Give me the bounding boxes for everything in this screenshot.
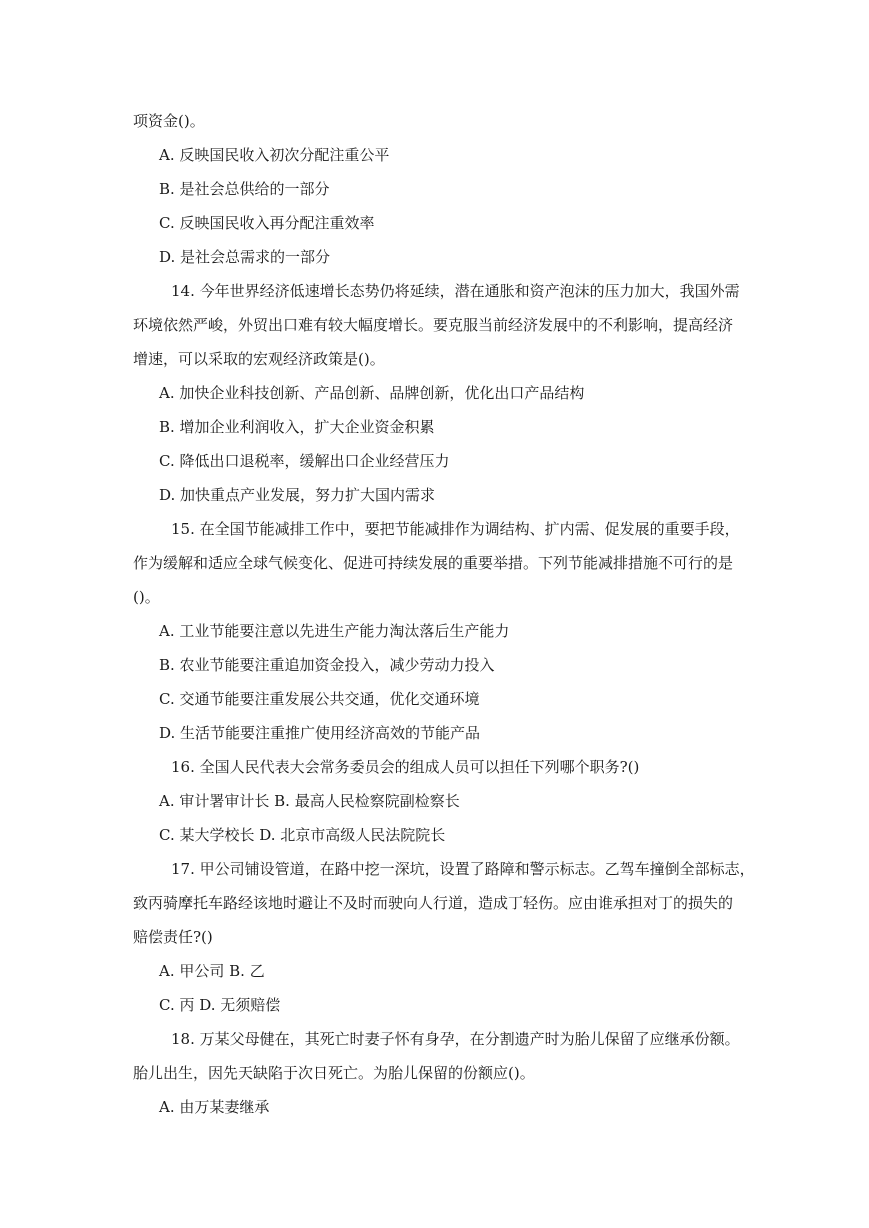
- option-line: C. 降低出口退税率，缓解出口企业经营压力: [159, 452, 450, 470]
- question-line: 15. 在全国节能减排工作中，要把节能减排作为调结构、扩内需、促发展的重要手段，: [171, 520, 740, 538]
- question-line: 14. 今年世界经济低速增长态势仍将延续，潜在通胀和资产泡沫的压力加大，我国外需: [171, 282, 740, 300]
- text-line: 环境依然严峻，外贸出口难有较大幅度增长。要克服当前经济发展中的不利影响，提高经济: [133, 316, 734, 334]
- option-line: A. 由万某妻继承: [159, 1098, 270, 1116]
- option-line: B. 增加企业利润收入，扩大企业资金积累: [159, 418, 435, 436]
- option-line: D. 是社会总需求的一部分: [159, 248, 331, 266]
- question-line: 17. 甲公司铺设管道，在路中挖一深坑，设置了路障和警示标志。乙驾车撞倒全部标志，: [171, 860, 755, 878]
- text-line: 致丙骑摩托车路经该地时避让不及时而驶向人行道，造成丁轻伤。应由谁承担对丁的损失的: [133, 894, 734, 912]
- option-line: C. 某大学校长 D. 北京市高级人民法院院长: [159, 826, 446, 844]
- question-line: 16. 全国人民代表大会常务委员会的组成人员可以担任下列哪个职务?(): [171, 758, 640, 776]
- text-line: 作为缓解和适应全球气候变化、促进可持续发展的重要举措。下列节能减排措施不可行的是: [133, 554, 734, 572]
- question-line: 18. 万某父母健在，其死亡时妻子怀有身孕，在分割遗产时为胎儿保留了应继承份额。: [171, 1030, 740, 1048]
- option-line: A. 甲公司 B. 乙: [159, 962, 265, 980]
- text-line: 胎儿出生，因先天缺陷于次日死亡。为胎儿保留的份额应()。: [133, 1064, 535, 1082]
- option-line: A. 加快企业科技创新、产品创新、品牌创新，优化出口产品结构: [159, 384, 585, 402]
- text-line: 增速，可以采取的宏观经济政策是()。: [133, 350, 385, 368]
- text-line: ()。: [133, 588, 160, 606]
- option-line: C. 反映国民收入再分配注重效率: [159, 214, 375, 232]
- option-line: B. 是社会总供给的一部分: [159, 180, 330, 198]
- option-line: A. 审计署审计长 B. 最高人民检察院副检察长: [159, 792, 460, 810]
- option-line: C. 交通节能要注重发展公共交通，优化交通环境: [159, 690, 480, 708]
- option-line: A. 反映国民收入初次分配注重公平: [159, 146, 390, 164]
- text-line: 赔偿责任?(): [133, 928, 213, 946]
- text-line: 项资金()。: [133, 112, 205, 130]
- option-line: B. 农业节能要注重追加资金投入，减少劳动力投入: [159, 656, 495, 674]
- document-body: [133, 104, 755, 1124]
- option-line: D. 加快重点产业发展，努力扩大国内需求: [159, 486, 436, 504]
- option-line: D. 生活节能要注重推广使用经济高效的节能产品: [159, 724, 481, 742]
- option-line: A. 工业节能要注意以先进生产能力淘汰落后生产能力: [159, 622, 510, 640]
- option-line: C. 丙 D. 无须赔偿: [159, 996, 281, 1014]
